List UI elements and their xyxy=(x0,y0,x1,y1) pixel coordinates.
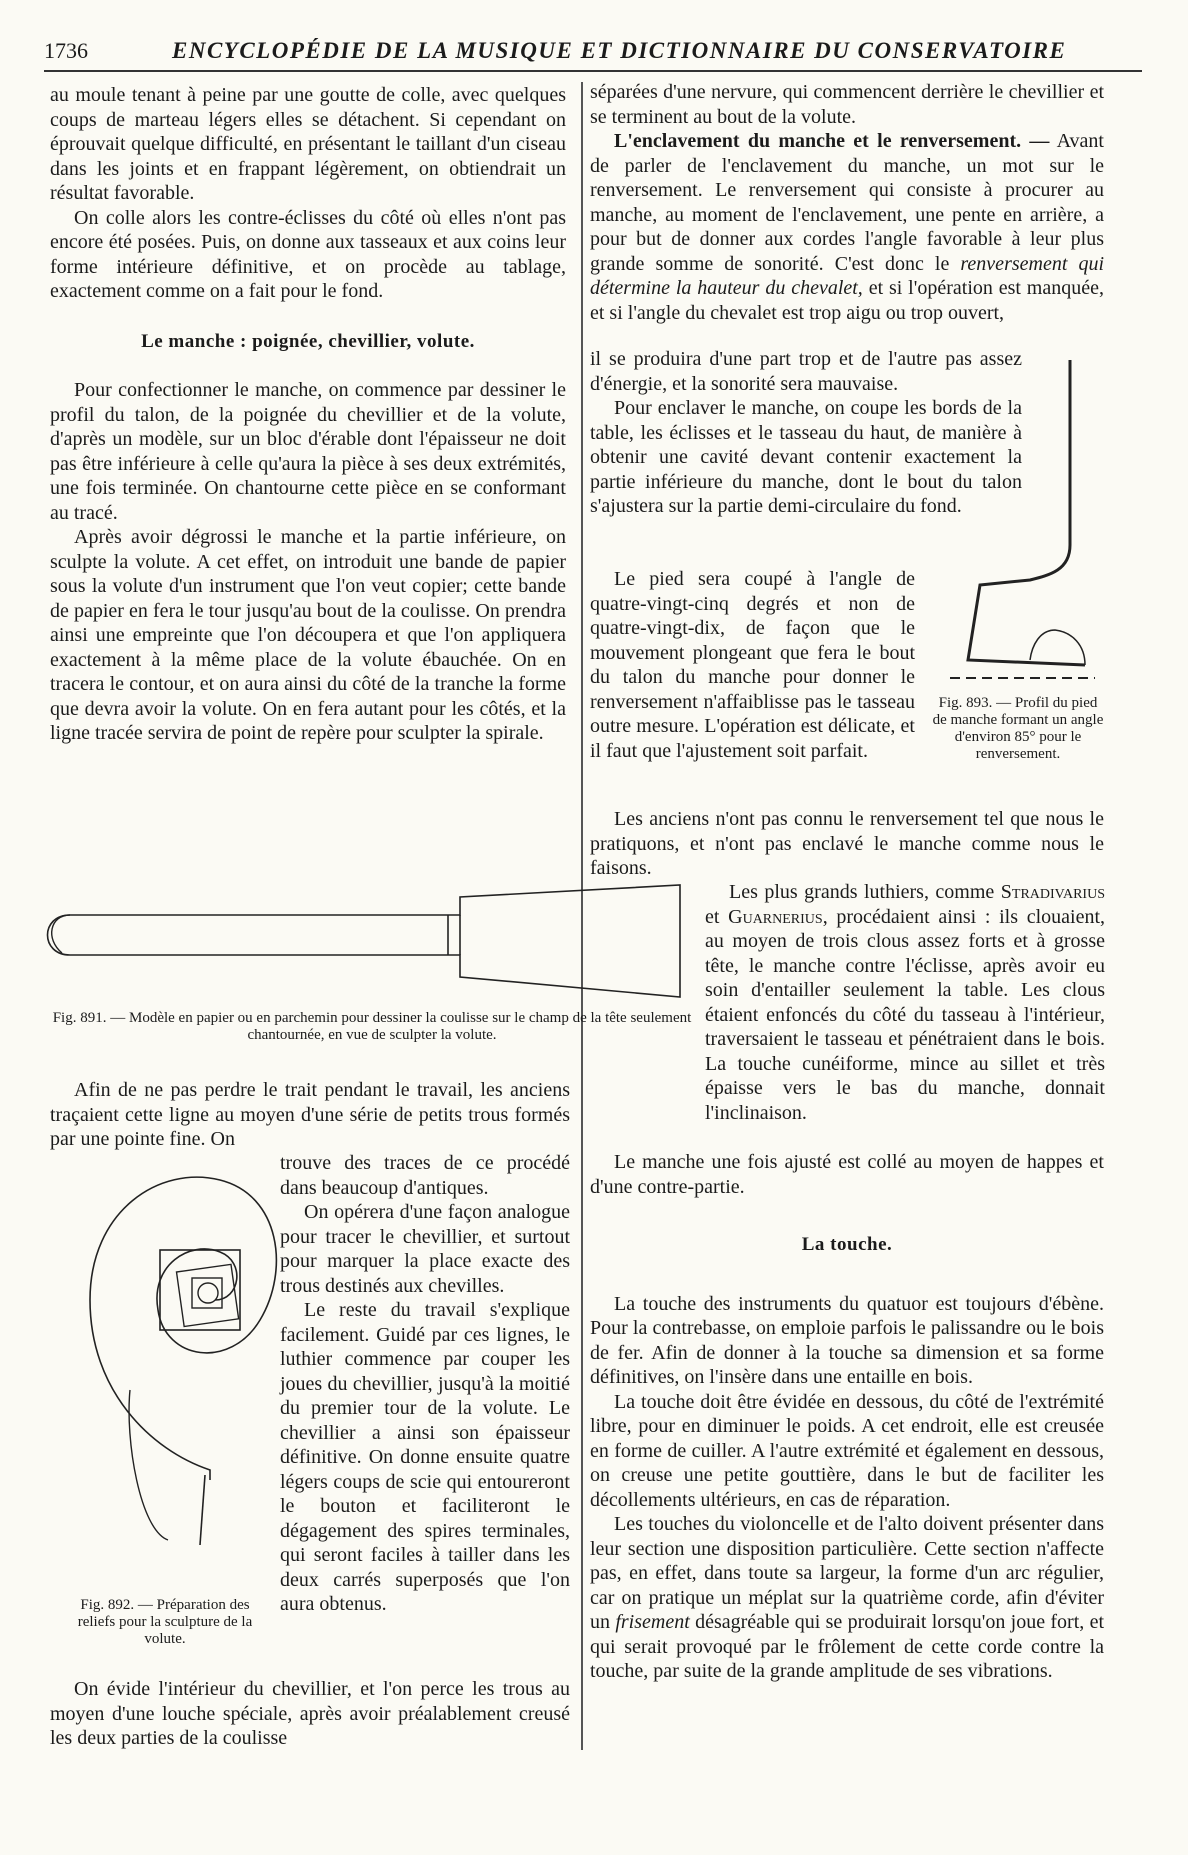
paragraph: Pour confectionner le manche, on commence par dessiner le profil du talon, de la poignée du chevillier et de la volute, d'après un modèle, sur un bloc d'érable dont l'épaisseur ne doit pas être inférieure à celle qu'aura la pièce à ses deux extrémités, une fois terminée. On chantourne cette pièce en se conformant au tracé. xyxy=(50,379,566,524)
paragraph: On colle alors les contre-éclisses du côté où elles n'ont pas encore été posées. Puis, on donne aux tasseaux et aux coins leur forme intérieure définitive, et on procède au tablage, exactement comme on a fait pour le fond. xyxy=(50,206,566,302)
paragraph: Le manche une fois ajusté est collé au moyen de happes et d'une contre-partie. xyxy=(590,1151,1104,1198)
paragraph: Afin de ne pas perdre le trait pendant le travail, les anciens traçaient cette ligne au moyen d'une série de petits trous formés par une pointe fine. On xyxy=(50,1079,570,1150)
right-column-beside-fig891 xyxy=(705,880,1105,1125)
paragraph-part: et si l'opération est manquée, et si l'angle du chevalet est trop aigu ou trop ouvert, xyxy=(590,277,1104,324)
left-column-beside-figure xyxy=(280,1151,570,1617)
paragraph: On évide l'intérieur du chevillier, et l'on perce les trous au moyen d'une louche spéciale, après avoir préalablement creusé les deux parties de la coulisse xyxy=(50,1678,570,1749)
sub-heading: L'enclavement du manche et le renversement. — xyxy=(614,130,1050,152)
paragraph-part: Les touches du violoncelle et de l'alto doivent présenter dans leur section une disposition particulière. Cette section n'affecte pas, en effet, dans toute sa largeur, la forme d'un arc régulier, car on pratique un méplat sur la quatrième corde, afin d'éviter un xyxy=(590,1513,1104,1633)
paragraph-part: et xyxy=(705,905,720,928)
header-rule xyxy=(44,70,1142,72)
paragraph: au moule tenant à peine par une goutte de colle, avec quelques coups de marteau légers elles se détachent. Si cependant on éprouvait quelque difficulté, en présentant le taillant d'un ciseau dans les joints et en frappant légèrement, on obtiendrait un résultat favorable. xyxy=(50,84,566,204)
paragraph-part: désagréable qui se produirait lorsqu'on joue fort, et qui serait provoqué par le frôlement de cette corde contre la touche, par suite de la grande amplitude de ses vibrations. xyxy=(590,1611,1105,1682)
right-column-upper xyxy=(590,80,1104,325)
paragraph: séparées d'une nervure, qui commencent derrière le chevillier et se terminent au bout de la volute. xyxy=(590,81,1104,128)
paragraph: il se produira d'une part trop et de l'autre pas assez d'énergie, et la sonorité sera mauvaise. xyxy=(590,348,1022,395)
section-heading: La touche. xyxy=(801,1234,893,1255)
fig-892-caption: Fig. 892. — Préparation des reliefs pour la sculpture de la volute. xyxy=(77,1597,253,1647)
emphasis: renversement qui détermine la hauteur du chevalet, xyxy=(590,252,1104,299)
section-heading: Le manche : poignée, chevillier, volute. xyxy=(141,330,475,352)
right-column-beside-fig893-a xyxy=(590,347,1022,519)
paragraph: trouve des traces de ce procédé dans beaucoup d'antiques. xyxy=(280,1152,570,1199)
name-guarnerius: Guarnerius xyxy=(728,905,823,928)
paragraph: On opérera d'une façon analogue pour tracer le chevillier, et surtout pour marquer la place exacte des trous destinés aux chevilles. xyxy=(280,1201,570,1297)
name-stradivarius: Stradivarius xyxy=(1000,881,1105,903)
paragraph: Les anciens n'ont pas connu le renversement tel que nous le pratiquons, et n'ont pas enclavé le manche comme nous le faisons. xyxy=(590,808,1104,879)
fig-891-coulisse-template xyxy=(40,895,680,1005)
paragraph: Le pied sera coupé à l'angle de quatre-vingt-cinq degrés et non de quatre-vingt-dix, de façon que le mouvement plongeant que fera le bout du talon du manche pour donner le renversement n'affaiblisse pas le tasseau outre mesure. L'opération est délicate, et il faut que l'ajustement soit parfait. xyxy=(590,568,915,762)
right-column-beside-fig893-b xyxy=(590,567,915,763)
fig-893-neck-foot-profile xyxy=(960,360,1100,690)
paragraph-part: Avant de parler de l'enclavement du manche, un mot sur le renversement. Le renversement qui consiste à procurer au manche, au moment de l'enclavement, une pente en arrière, a pour but de donner aux cordes l'angle favorable à leur plus grande somme de sonorité. C'est donc le xyxy=(590,130,1104,275)
emphasis: frisement xyxy=(615,1611,690,1633)
paragraph: La touche doit être évidée en dessous, du côté de l'extrémité libre, pour en diminuer le poids. A cet endroit, elle est creusée en forme de cuiller. A l'autre extrémité et également en dessous, on creuse une petite gouttière, dans le but de faciliter les décollements ultérieurs, en cas de réparation. xyxy=(590,1390,1104,1511)
paragraph: Le reste du travail s'explique facilement. Guidé par ces lignes, le luthier commence par couper les joues du chevillier, jusqu'à la moitié du premier tour de la volute. Le chevillier a ainsi son épaisseur définitive. On donne ensuite quatre légers coups de scie qui entoureront le bouton et faciliteront le dégagement des spires terminales, qui seront faciles à tailler dans les deux carrés superposés que l'on aura obtenus. xyxy=(280,1299,570,1615)
fig-893-caption: Fig. 893. — Profil du pied de manche formant un angle d'environ 85° pour le renversement. xyxy=(932,695,1104,762)
column-rule-lower xyxy=(581,1080,583,1750)
paragraph-part: Les plus grands luthiers, comme xyxy=(729,881,995,903)
left-column-upper xyxy=(50,83,566,746)
running-title: ENCYCLOPÉDIE DE LA MUSIQUE ET DICTIONNAIRE DU CONSERVATOIRE xyxy=(172,38,1067,63)
paragraph: La touche des instruments du quatuor est toujours d'ébène. Pour la contrebasse, on emploie parfois le palissandre ou le bois de fer. Afin de donner à la touche sa dimension et sa forme définitives, on l'insère dans une entaille en bois. xyxy=(590,1292,1104,1388)
paragraph: Pour enclaver le manche, on coupe les bords de la table, les éclisses et le tasseau du haut, de manière à obtenir une cavité devant contenir exactement la partie inférieure du manche, dont le bout du talon s'ajustera sur la partie demi-circulaire du fond. xyxy=(590,397,1022,517)
page-number: 1736 xyxy=(44,38,88,63)
right-column-lower xyxy=(590,1150,1104,1684)
right-column-middle xyxy=(590,807,1104,881)
fig-892-volute-spiral xyxy=(50,1140,270,1600)
fig-891-caption: Fig. 891. — Modèle en papier ou en parchemin pour dessiner la coulisse sur le champ de la tête seulement chantournée, en vue de sculpter la volute. xyxy=(52,1010,692,1043)
paragraph: Après avoir dégrossi le manche et la partie inférieure, on sculpte la volute. A cet effet, on introduit une bande de papier sous la volute d'un instrument que l'on veut copier; cette bande de papier en fera le tour jusqu'au bout de la coulisse. On prendra ainsi une empreinte que l'on découpera et que l'on appliquera exactement à la même place de la volute ébauchée. On en tracera le contour, et on aura ainsi du côté de la tranche la forme que devra avoir la volute. On en fera autant pour les côtés, et la ligne tracée servira de point de repère pour sculpter la spirale. xyxy=(50,526,566,744)
left-column-bottom xyxy=(50,1677,570,1751)
paragraph-part: , procédaient ainsi : ils clouaient, au moyen de trois clous assez forts et à grosse tête, le manche contre l'éclisse, après avoir eu soin d'entailler seulement la table. Les clous étaient enfoncés du côté du tasseau à l'intérieur, traversaient le tasseau et pénétraient dans le bois. La touche cunéiforme, mince au sillet et très épaisse vers le bas du manche, donnait l'inclinaison. xyxy=(705,905,1106,1124)
